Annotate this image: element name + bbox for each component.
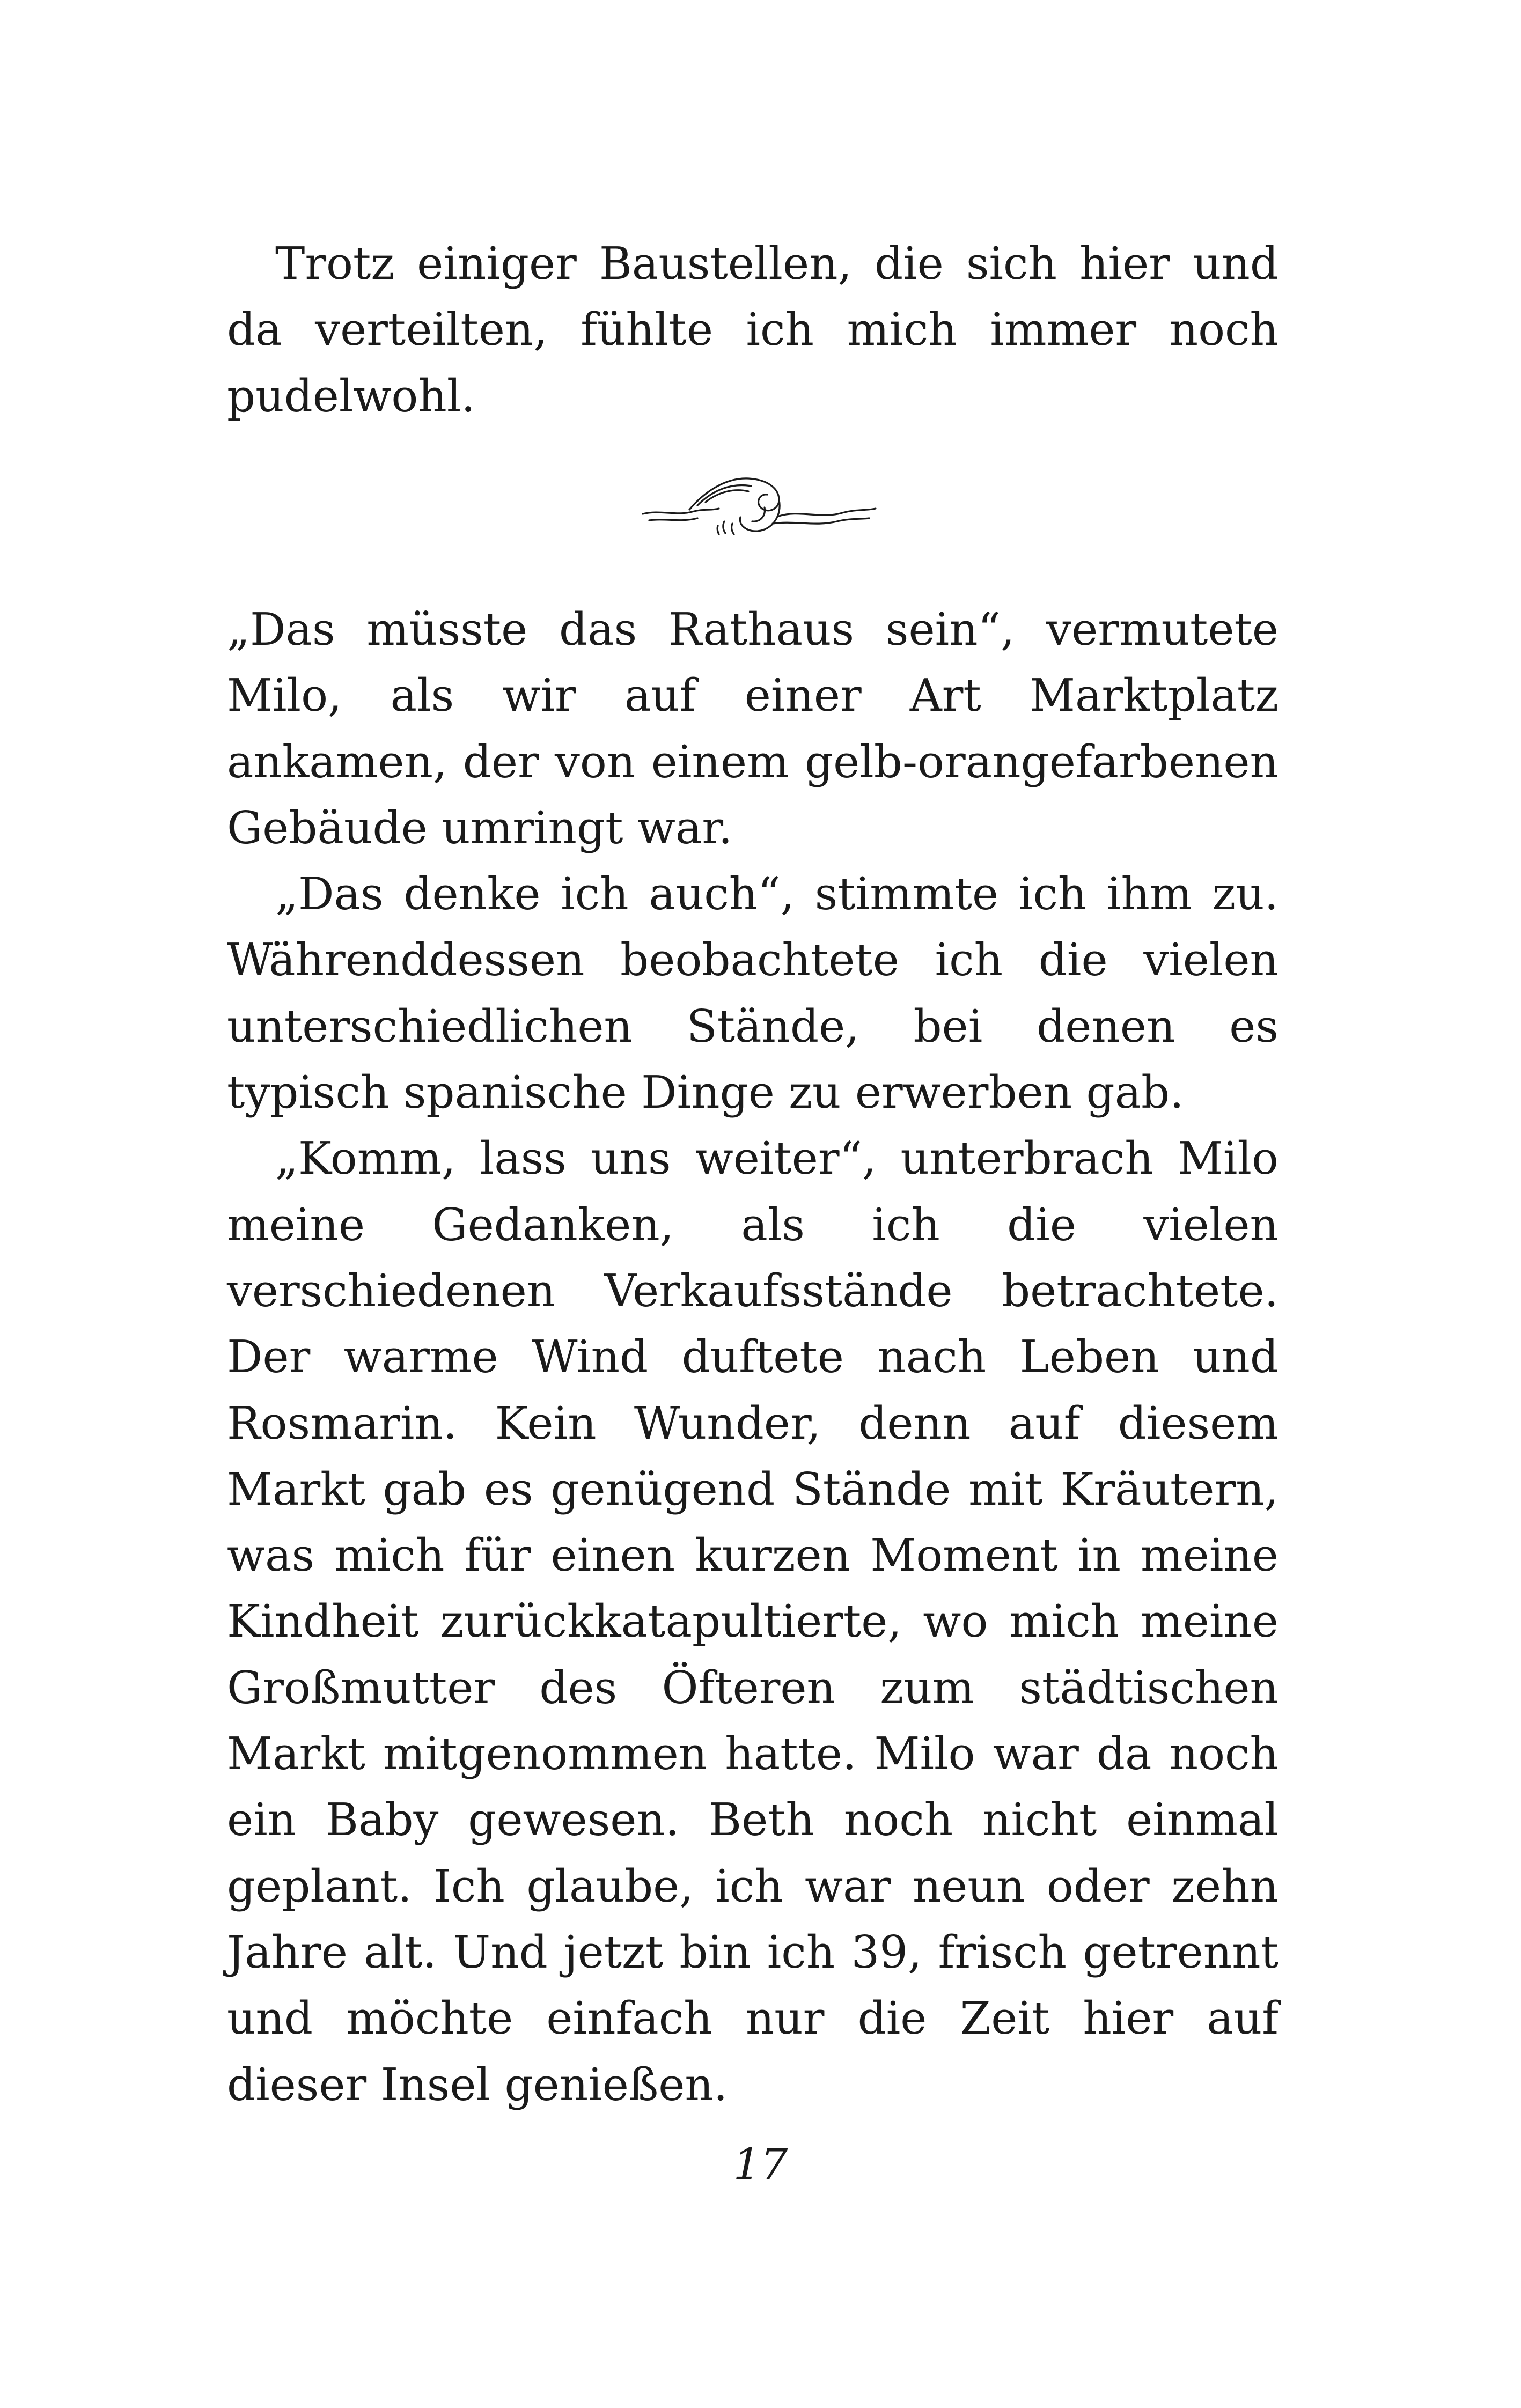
text-section-main — [227, 597, 1278, 2118]
wave-ornament-icon — [638, 456, 880, 553]
paragraph: Trotz einiger Baustellen, die sich hier und da verteilten, fühlte ich mich immer noch pudelwohl. — [227, 238, 1278, 422]
page-number: 17 — [733, 2139, 788, 2189]
text-section-top — [227, 231, 1278, 429]
paragraph: „Das denke ich auch“, stimmte ich ihm zu. Währenddessen beobachtete ich die vielen unterschiedlichen Stände, bei denen es typisch spanische Dinge zu erwerben gab. — [227, 868, 1278, 1119]
paragraph: „Komm, lass uns weiter“, unterbrach Milo meine Gedanken, als ich die vielen verschiedenen Verkaufsstände betrachtete. Der warme Wind duftete nach Leben und Rosmarin. Kein Wunder, denn auf diesem Markt gab es genügend Stände mit Kräutern, was mich für einen kurzen Moment in meine Kindheit zurückkatapultierte, wo mich meine Großmutter des Öfteren zum städtischen Markt mitgenommen hatte. Milo war da noch ein Baby gewesen. Beth noch nicht einmal geplant. Ich glaube, ich war neun oder zehn Jahre alt. Und jetzt bin ich 39, frisch getrennt und möchte einfach nur die Zeit hier auf dieser Insel genießen. — [227, 1132, 1278, 2111]
paragraph: „Das müsste das Rathaus sein“, vermutete Milo, als wir auf einer Art Marktplatz ankamen, der von einem gelb-orangefarbenen Gebäude umringt war. — [227, 603, 1278, 854]
